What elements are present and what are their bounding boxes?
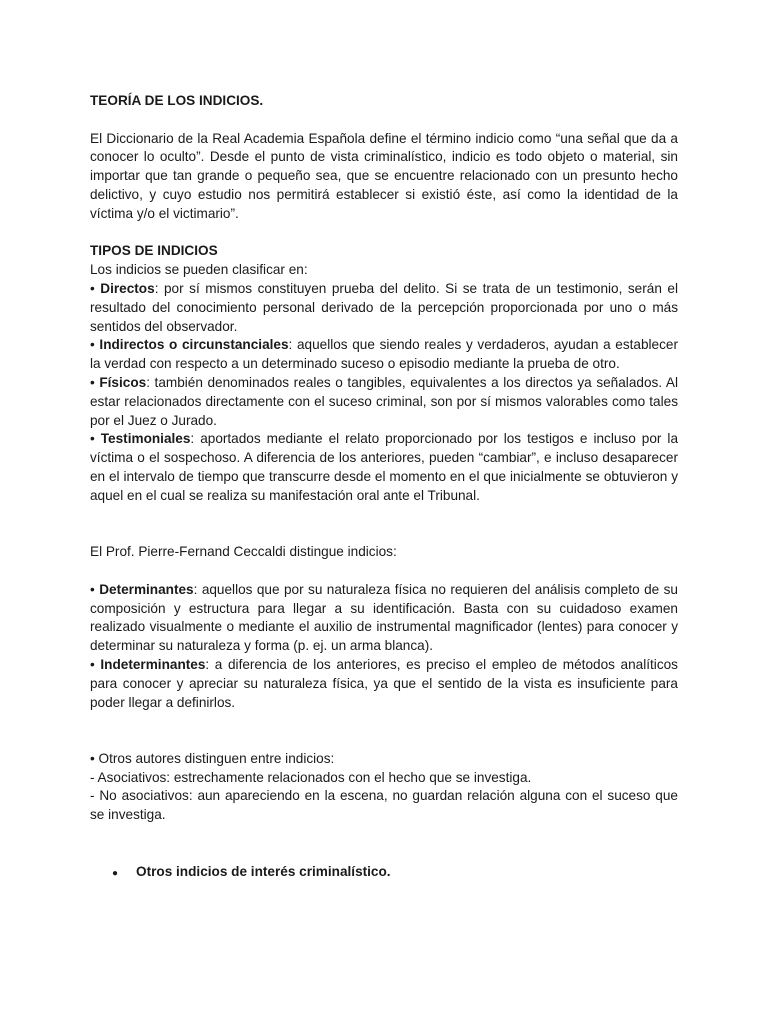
ceccaldi-item-indeterminantes xyxy=(90,656,678,712)
final-heading: Otros indicios de interés criminalístico. xyxy=(136,863,391,879)
type-description: : por sí mismos constituyen prueba del delito. Si se trata de un testimonio, serán el resultado del conocimiento personal derivado de la percepción proporcionada por uno o más sentidos del observador. xyxy=(90,280,678,334)
others-item-no-asociativos: - No asociativos: aun apareciendo en la escena, no guardan relación alguna con el suceso que se investiga. xyxy=(90,788,678,823)
document-body xyxy=(90,92,678,883)
type-term: Físicos xyxy=(99,374,147,390)
type-description: : también denominados reales o tangibles, equivalentes a los directos ya señalados. Al estar relacionados directamente con el suceso criminal, son por sí mismos valorables como tales por el Juez o Jurado. xyxy=(90,374,678,428)
intro-paragraph: El Diccionario de la Real Academia Española define el término indicio como “una señal que da a conocer lo oculto”. Desde el punto de vista criminalístico, indicio es todo objeto o material, sin importar que tan grande o pequeño sea, que se encuentre relacionado con un presunto hecho delictivo, y cuyo estudio nos permitirá establecer si existió éste, así como la identidad de la víctima y/o el victimario”. xyxy=(90,130,678,221)
bullet: • xyxy=(90,337,100,353)
bullet: • xyxy=(90,280,101,296)
others-intro: • Otros autores distinguen entre indicios: xyxy=(90,750,335,766)
others-item-asociativos: - Asociativos: estrechamente relacionados con el hecho que se investiga. xyxy=(90,769,532,785)
types-intro: Los indicios se pueden clasificar en: xyxy=(90,262,308,278)
type-description: : aportados mediante el relato proporcionado por los testigos e incluso por la víctima o el sospechoso. A diferencia de los anteriores, pueden “cambiar”, e incluso desaparecer en el intervalo de tiempo que transcurre desde el momento en el que inicialmente se obtuvieron y aquel en el cual se realiza su manifestación oral ante el Tribunal. xyxy=(90,431,678,503)
type-description: : aquellos que siendo reales y verdaderos, ayudan a establecer la verdad con respecto a un determinado suceso o episodio mediante la prueba de otro. xyxy=(90,337,678,372)
bullet: • xyxy=(90,431,101,447)
types-heading: TIPOS DE INDICIOS xyxy=(90,243,218,259)
bullet-icon: ● xyxy=(112,867,119,879)
type-item-indirectos xyxy=(90,336,678,374)
ceccaldi-intro: El Prof. Pierre-Fernand Ceccaldi distingue indicios: xyxy=(90,544,397,560)
bullet: • xyxy=(90,656,101,672)
bullet: • xyxy=(90,581,100,597)
ceccaldi-term: Indeterminantes xyxy=(100,656,206,672)
document-title: TEORÍA DE LOS INDICIOS. xyxy=(90,93,264,108)
type-item-directos xyxy=(90,280,678,336)
ceccaldi-description: : a diferencia de los anteriores, es preciso el empleo de métodos analíticos para conocer y apreciar su naturaleza física, ya que el sentido de la vista es insuficiente para poder llegar a definirlos. xyxy=(90,656,678,710)
type-term: Testimoniales xyxy=(100,431,191,447)
type-term: Directos xyxy=(100,280,155,296)
type-term: Indirectos o circunstanciales xyxy=(99,337,289,353)
ceccaldi-term: Determinantes xyxy=(99,581,194,597)
type-item-fisicos xyxy=(90,374,678,430)
final-list-item xyxy=(90,863,678,884)
bullet: • xyxy=(90,374,100,390)
type-item-testimoniales xyxy=(90,430,678,505)
ceccaldi-description: : aquellos que por su naturaleza física no requieren del análisis completo de su composición y estructura para llegar a su identificación. Basta con su cuidadoso examen realizado visualmente o mediante el auxilio de instrumental magnificador (lentes) para conocer y determinar su naturaleza y forma (p. ej. un arma blanca). xyxy=(90,581,678,654)
ceccaldi-item-determinantes xyxy=(90,581,678,656)
